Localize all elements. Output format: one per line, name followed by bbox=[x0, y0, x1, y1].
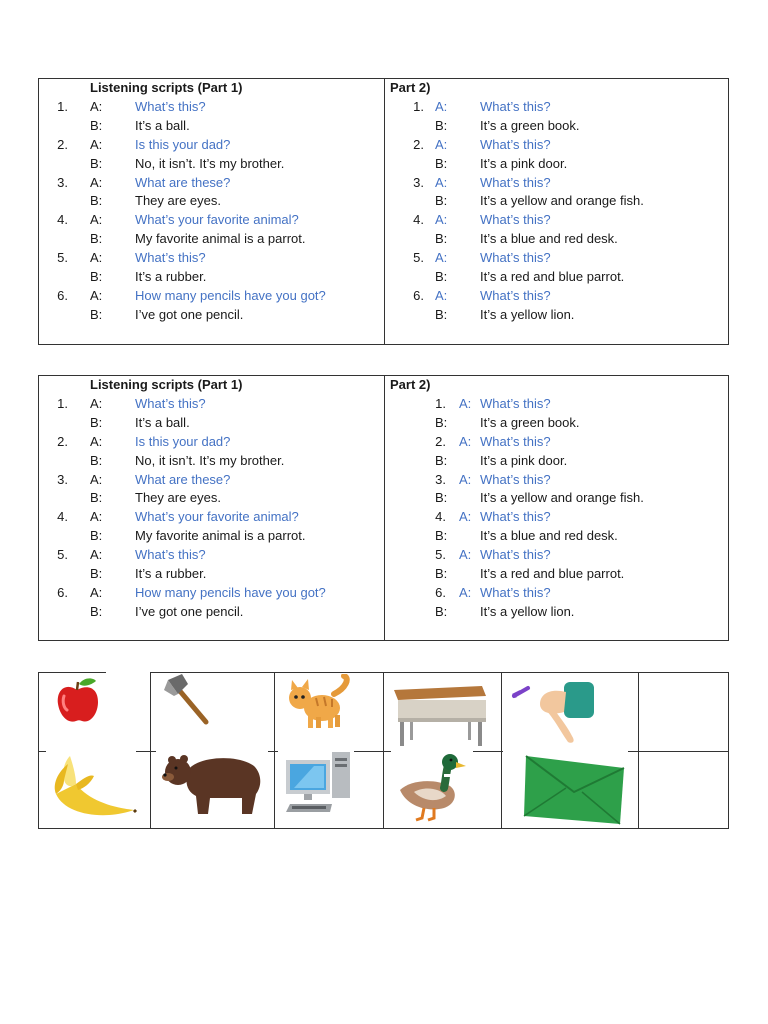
desk-picture bbox=[390, 682, 490, 748]
dialogue-line-b bbox=[39, 452, 384, 471]
question-text: What’s your favorite animal? bbox=[135, 509, 299, 525]
dialogue-line-a bbox=[39, 433, 384, 452]
question-text: What are these? bbox=[135, 174, 231, 190]
item-number: 3. bbox=[57, 174, 68, 190]
answer-text: It’s a pink door. bbox=[480, 452, 568, 468]
item-number: 2. bbox=[413, 136, 424, 152]
question-text: What’s this? bbox=[480, 250, 551, 266]
question-text: What’s this? bbox=[480, 509, 551, 525]
dialogue-line-b bbox=[39, 414, 384, 433]
dialogue-line-a bbox=[39, 211, 384, 230]
dialogue-line-a bbox=[384, 584, 728, 603]
dialogue-line-a bbox=[384, 433, 728, 452]
speaker-b-label: B: bbox=[90, 490, 103, 506]
answer-text: No, it isn’t. It’s my brother. bbox=[135, 452, 285, 468]
answer-text: My favorite animal is a parrot. bbox=[135, 231, 306, 247]
dialogue-line-a bbox=[384, 287, 728, 306]
speaker-a-label: A: bbox=[459, 584, 472, 600]
speaker-a-label: A: bbox=[435, 174, 448, 190]
answer-text: They are eyes. bbox=[135, 193, 221, 209]
speaker-b-label: B: bbox=[90, 528, 103, 544]
dialogue-line-b bbox=[384, 414, 728, 433]
answer-text: It’s a rubber. bbox=[135, 269, 207, 285]
speaker-b-label: B: bbox=[90, 155, 103, 171]
item-number: 2. bbox=[57, 136, 68, 152]
dialogue-line-b bbox=[39, 565, 384, 584]
speaker-b-label: B: bbox=[435, 231, 448, 247]
arm-picture bbox=[510, 678, 598, 748]
speaker-a-label: A: bbox=[90, 287, 103, 303]
answer-text: It’s a yellow lion. bbox=[480, 603, 575, 619]
speaker-b-label: B: bbox=[90, 603, 103, 619]
speaker-a-label: A: bbox=[459, 471, 472, 487]
dialogue-line-b bbox=[384, 230, 728, 249]
item-number: 4. bbox=[413, 212, 424, 228]
question-text: What’s this? bbox=[480, 547, 551, 563]
speaker-a-label: A: bbox=[435, 136, 448, 152]
answer-text: I’ve got one pencil. bbox=[135, 603, 244, 619]
dialogue-line-a bbox=[39, 584, 384, 603]
part2-heading: Part 2) bbox=[390, 80, 431, 95]
speaker-a-label: A: bbox=[459, 396, 472, 411]
item-number: 1. bbox=[413, 99, 424, 114]
script-box-1 bbox=[38, 78, 729, 345]
speaker-a-label: A: bbox=[90, 471, 103, 487]
item-number: 5. bbox=[57, 250, 68, 266]
speaker-a-label: A: bbox=[90, 547, 103, 563]
answer-text: It’s a ball. bbox=[135, 117, 190, 133]
speaker-a-label: A: bbox=[459, 509, 472, 525]
answer-text: It’s a green book. bbox=[480, 117, 580, 133]
dialogue-line-b bbox=[384, 452, 728, 471]
speaker-b-label: B: bbox=[435, 603, 448, 619]
question-text: What’s this? bbox=[135, 547, 206, 563]
question-text: Is this your dad? bbox=[135, 433, 231, 449]
item-number: 3. bbox=[413, 174, 424, 190]
speaker-b-label: B: bbox=[90, 452, 103, 468]
part2-column bbox=[384, 376, 728, 640]
speaker-b-label: B: bbox=[435, 490, 448, 506]
part1-lines bbox=[39, 98, 384, 325]
answer-text: They are eyes. bbox=[135, 490, 221, 506]
dialogue-line-a bbox=[39, 471, 384, 490]
dialogue-line-a bbox=[384, 136, 728, 155]
part1-column bbox=[39, 79, 385, 344]
question-text: What’s this? bbox=[480, 136, 551, 152]
answer-text: It’s a rubber. bbox=[135, 566, 207, 582]
answer-text: No, it isn’t. It’s my brother. bbox=[135, 155, 285, 171]
answer-text: It’s a green book. bbox=[480, 414, 580, 430]
dialogue-line-a bbox=[39, 287, 384, 306]
cat-picture bbox=[286, 674, 354, 732]
dialogue-line-b bbox=[39, 192, 384, 211]
dialogue-line-b bbox=[384, 117, 728, 136]
speaker-b-label: B: bbox=[90, 414, 103, 430]
item-number: 2. bbox=[435, 433, 446, 449]
answer-text: It’s a ball. bbox=[135, 414, 190, 430]
speaker-b-label: B: bbox=[90, 193, 103, 209]
item-number: 5. bbox=[435, 547, 446, 563]
speaker-a-label: A: bbox=[90, 99, 103, 114]
question-text: What’s this? bbox=[135, 250, 206, 266]
speaker-b-label: B: bbox=[90, 269, 103, 285]
question-text: What’s this? bbox=[135, 99, 206, 114]
speaker-b-label: B: bbox=[90, 566, 103, 582]
answer-text: It’s a red and blue parrot. bbox=[480, 566, 625, 582]
speaker-a-label: A: bbox=[90, 174, 103, 190]
speaker-a-label: A: bbox=[90, 433, 103, 449]
axe-picture bbox=[160, 674, 215, 726]
item-number: 4. bbox=[57, 509, 68, 525]
dialogue-line-b bbox=[39, 306, 384, 325]
part1-heading: Listening scripts (Part 1) bbox=[90, 377, 243, 392]
dialogue-line-a bbox=[39, 136, 384, 155]
item-number: 4. bbox=[57, 212, 68, 228]
question-text: What’s this? bbox=[480, 99, 551, 114]
dialogue-line-a bbox=[39, 249, 384, 268]
answer-text: It’s a blue and red desk. bbox=[480, 528, 618, 544]
speaker-a-label: A: bbox=[90, 509, 103, 525]
dialogue-line-a bbox=[39, 174, 384, 193]
speaker-b-label: B: bbox=[435, 193, 448, 209]
computer-picture bbox=[284, 752, 354, 816]
apple-picture bbox=[52, 676, 102, 726]
speaker-a-label: A: bbox=[435, 99, 448, 114]
speaker-b-label: B: bbox=[90, 117, 103, 133]
dialogue-line-b bbox=[39, 230, 384, 249]
answer-text: It’s a red and blue parrot. bbox=[480, 269, 625, 285]
dialogue-line-a bbox=[384, 546, 728, 565]
answer-text: It’s a yellow and orange fish. bbox=[480, 490, 644, 506]
question-text: What’s this? bbox=[480, 212, 551, 228]
dialogue-line-a bbox=[384, 98, 728, 117]
dialogue-line-b bbox=[384, 565, 728, 584]
question-text: How many pencils have you got? bbox=[135, 287, 326, 303]
speaker-a-label: A: bbox=[435, 287, 448, 303]
dialogue-line-a bbox=[384, 395, 728, 414]
part2-heading: Part 2) bbox=[390, 377, 431, 392]
answer-text: I’ve got one pencil. bbox=[135, 306, 244, 322]
speaker-b-label: B: bbox=[435, 117, 448, 133]
speaker-a-label: A: bbox=[90, 396, 103, 411]
question-text: What’s this? bbox=[480, 287, 551, 303]
speaker-b-label: B: bbox=[435, 269, 448, 285]
item-number: 6. bbox=[57, 584, 68, 600]
speaker-a-label: A: bbox=[435, 250, 448, 266]
question-text: What’s your favorite animal? bbox=[135, 212, 299, 228]
answer-text: It’s a blue and red desk. bbox=[480, 231, 618, 247]
question-text: What are these? bbox=[135, 471, 231, 487]
dialogue-line-a bbox=[384, 174, 728, 193]
dialogue-line-a bbox=[384, 249, 728, 268]
dialogue-line-b bbox=[39, 603, 384, 622]
script-box-2 bbox=[38, 375, 729, 641]
speaker-a-label: A: bbox=[90, 212, 103, 228]
dialogue-line-b bbox=[39, 155, 384, 174]
answer-text: It’s a yellow and orange fish. bbox=[480, 193, 644, 209]
speaker-a-label: A: bbox=[90, 250, 103, 266]
item-number: 6. bbox=[435, 584, 446, 600]
dialogue-line-b bbox=[384, 268, 728, 287]
dialogue-line-b bbox=[384, 603, 728, 622]
speaker-b-label: B: bbox=[435, 306, 448, 322]
dialogue-line-b bbox=[384, 192, 728, 211]
answer-text: It’s a pink door. bbox=[480, 155, 568, 171]
speaker-a-label: A: bbox=[459, 547, 472, 563]
item-number: 4. bbox=[435, 509, 446, 525]
question-text: What’s this? bbox=[480, 396, 551, 411]
part1-column bbox=[39, 376, 385, 640]
dialogue-line-b bbox=[39, 268, 384, 287]
part1-lines bbox=[39, 395, 384, 622]
speaker-b-label: B: bbox=[435, 528, 448, 544]
speaker-b-label: B: bbox=[90, 306, 103, 322]
bear-picture bbox=[158, 750, 266, 820]
answer-text: It’s a yellow lion. bbox=[480, 306, 575, 322]
dialogue-line-a bbox=[384, 471, 728, 490]
speaker-a-label: A: bbox=[90, 584, 103, 600]
item-number: 3. bbox=[435, 471, 446, 487]
question-text: What’s this? bbox=[480, 471, 551, 487]
dialogue-line-a bbox=[39, 98, 384, 117]
dialogue-line-b bbox=[384, 527, 728, 546]
item-number: 6. bbox=[413, 287, 424, 303]
speaker-b-label: B: bbox=[90, 231, 103, 247]
item-number: 3. bbox=[57, 471, 68, 487]
speaker-b-label: B: bbox=[435, 566, 448, 582]
question-text: Is this your dad? bbox=[135, 136, 231, 152]
dialogue-line-b bbox=[39, 489, 384, 508]
speaker-a-label: A: bbox=[435, 212, 448, 228]
dialogue-line-a bbox=[39, 546, 384, 565]
dialogue-line-b bbox=[384, 306, 728, 325]
speaker-a-label: A: bbox=[90, 136, 103, 152]
banana-picture bbox=[46, 754, 138, 822]
item-number: 2. bbox=[57, 433, 68, 449]
part1-heading: Listening scripts (Part 1) bbox=[90, 80, 243, 95]
picture-grid bbox=[38, 672, 729, 829]
item-number: 5. bbox=[57, 547, 68, 563]
dialogue-line-a bbox=[384, 211, 728, 230]
dialogue-line-b bbox=[384, 155, 728, 174]
item-number: 1. bbox=[57, 99, 68, 114]
item-number: 6. bbox=[57, 287, 68, 303]
question-text: What’s this? bbox=[480, 174, 551, 190]
dialogue-line-a bbox=[39, 508, 384, 527]
part2-column bbox=[384, 79, 728, 344]
speaker-b-label: B: bbox=[435, 414, 448, 430]
part2-lines bbox=[384, 395, 728, 622]
dialogue-line-a bbox=[384, 508, 728, 527]
item-number: 5. bbox=[413, 250, 424, 266]
item-number: 1. bbox=[435, 396, 446, 411]
item-number: 1. bbox=[57, 396, 68, 411]
speaker-a-label: A: bbox=[459, 433, 472, 449]
dialogue-line-b bbox=[384, 489, 728, 508]
question-text: What’s this? bbox=[480, 433, 551, 449]
question-text: What’s this? bbox=[135, 396, 206, 411]
answer-text: My favorite animal is a parrot. bbox=[135, 528, 306, 544]
duck-picture bbox=[394, 752, 470, 824]
dialogue-line-b bbox=[39, 117, 384, 136]
question-text: How many pencils have you got? bbox=[135, 584, 326, 600]
speaker-b-label: B: bbox=[435, 452, 448, 468]
speaker-b-label: B: bbox=[435, 155, 448, 171]
dialogue-line-a bbox=[39, 395, 384, 414]
dialogue-line-b bbox=[39, 527, 384, 546]
envelope-picture bbox=[522, 754, 628, 826]
part2-lines bbox=[384, 98, 728, 325]
question-text: What’s this? bbox=[480, 584, 551, 600]
